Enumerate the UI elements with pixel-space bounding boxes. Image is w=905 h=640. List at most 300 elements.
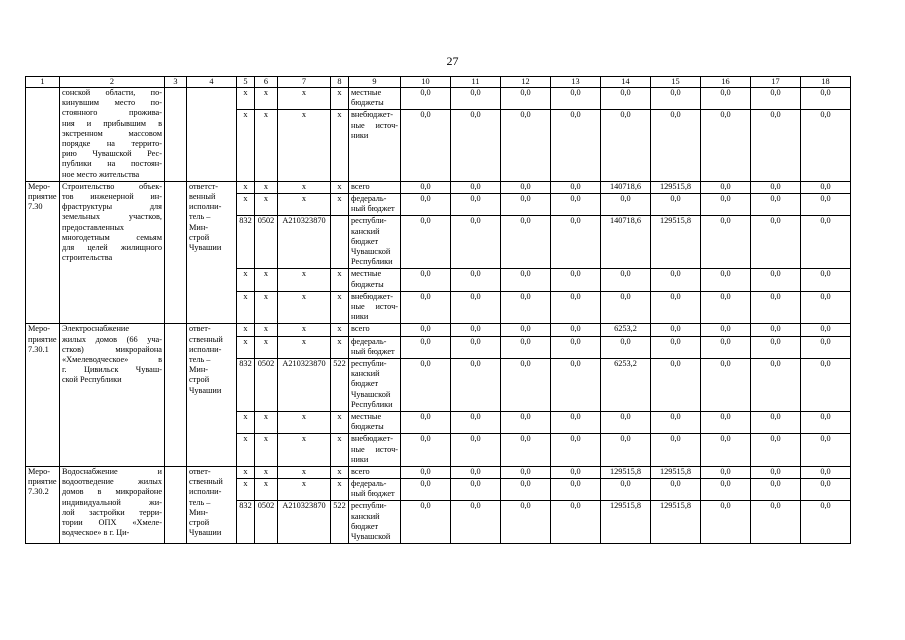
value-cell: 140718,6 [601, 216, 651, 269]
value-cell: 0,0 [751, 110, 801, 181]
code-cell: x [278, 411, 331, 433]
value-cell: 0,0 [401, 434, 451, 467]
value-cell: 0,0 [501, 269, 551, 291]
cell-line: Меро- [28, 181, 51, 191]
cell-line: ния и прибывшим в [62, 118, 162, 128]
cell-line: Электроснабжение [62, 324, 130, 334]
code-cell: x [237, 324, 255, 336]
value-cell: 0,0 [451, 88, 501, 110]
value-cell: 0,0 [701, 193, 751, 215]
funding-source-cell [349, 358, 401, 411]
cell-line: ники [351, 312, 369, 322]
cell-line: лой застройки терри- [62, 507, 162, 517]
value-cell: 0,0 [601, 434, 651, 467]
header-cell: 3 [165, 77, 187, 88]
cell-line: ственный [189, 477, 223, 487]
value-cell: 0,0 [501, 501, 551, 544]
value-cell: 0,0 [701, 88, 751, 110]
cell-line: тель – [189, 497, 211, 507]
cell-line: бюджеты [351, 422, 384, 432]
funding-source-cell [349, 479, 401, 501]
cell-line: Чувашской [351, 532, 391, 542]
cell-line: г. Цивильск Чуваш- [62, 365, 162, 375]
value-cell: 129515,8 [601, 466, 651, 478]
code-cell: x [278, 479, 331, 501]
value-cell: 0,0 [601, 193, 651, 215]
cell-line: Чувашской [351, 389, 391, 399]
cell-line: ные источ- [351, 444, 398, 454]
code-cell: x [278, 181, 331, 193]
code-cell: x [331, 411, 349, 433]
value-cell: 0,0 [451, 324, 501, 336]
funding-source-cell [349, 466, 401, 478]
cell-line: местные [351, 269, 382, 279]
value-cell: 0,0 [651, 88, 701, 110]
value-cell: 0,0 [751, 181, 801, 193]
cell-line: кинувшим место по- [62, 98, 162, 108]
code-cell: x [255, 110, 278, 181]
cell-line: бюджет [351, 236, 379, 246]
cell-line: предоставленных [62, 222, 125, 232]
cell-line: приятие [28, 191, 57, 201]
cell-line: индивидуальной жи- [62, 497, 162, 507]
cell-line: строй [189, 375, 210, 385]
value-cell: 0,0 [651, 110, 701, 181]
header-cell: 18 [801, 77, 851, 88]
funding-source-cell [349, 324, 401, 336]
cell-line: исполни- [189, 487, 222, 497]
measure-name-cell [60, 324, 165, 467]
cell-line: исполни- [189, 344, 222, 354]
measure-id-cell [26, 466, 60, 543]
value-cell: 0,0 [651, 336, 701, 358]
value-cell: 0,0 [451, 193, 501, 215]
value-cell: 6253,2 [601, 324, 651, 336]
value-cell: 0,0 [401, 324, 451, 336]
funding-source-cell [349, 110, 401, 181]
code-cell: x [255, 269, 278, 291]
value-cell: 0,0 [501, 216, 551, 269]
responsible-cell [187, 88, 237, 182]
value-cell: 0,0 [501, 193, 551, 215]
cell-line: ный бюджет [351, 346, 395, 356]
code-cell: x [255, 411, 278, 433]
cell-line: ственный [189, 334, 223, 344]
cell-line: многодетным семьям [62, 232, 162, 242]
header-cell: 11 [451, 77, 501, 88]
cell-line: ный бюджет [351, 204, 395, 214]
funding-source-cell [349, 434, 401, 467]
responsible-cell [187, 181, 237, 324]
value-cell: 0,0 [701, 291, 751, 324]
value-cell: 0,0 [801, 466, 851, 478]
value-cell: 140718,6 [601, 181, 651, 193]
cell-line: канский [351, 369, 380, 379]
code-cell: x [255, 324, 278, 336]
code-cell: x [331, 269, 349, 291]
value-cell: 129515,8 [601, 501, 651, 544]
cell-line: для целей жилищного [62, 243, 162, 252]
code-cell: x [278, 291, 331, 324]
value-cell: 0,0 [401, 466, 451, 478]
cell-line: порядке на террито- [62, 139, 162, 149]
value-cell: 0,0 [551, 291, 601, 324]
cell-line: всего [351, 466, 370, 476]
value-cell: 0,0 [451, 269, 501, 291]
value-cell: 0,0 [401, 411, 451, 433]
value-cell: 0,0 [551, 411, 601, 433]
value-cell: 0,0 [801, 110, 851, 181]
cell-line: ники [351, 130, 369, 140]
code-cell: 832 [237, 501, 255, 544]
value-cell: 0,0 [451, 336, 501, 358]
cell-line: федераль- [351, 479, 387, 489]
cell-line: сонской области, по- [62, 88, 162, 97]
value-cell: 0,0 [551, 501, 601, 544]
value-cell: 0,0 [751, 336, 801, 358]
header-cell: 16 [701, 77, 751, 88]
value-cell: 0,0 [651, 269, 701, 291]
code-cell: x [255, 336, 278, 358]
value-cell: 0,0 [451, 479, 501, 501]
header-cell: 1 [26, 77, 60, 88]
header-row [26, 77, 851, 88]
cell-line: 7.30.1 [28, 344, 49, 354]
cell-line: тель – [189, 212, 211, 222]
cell-line: республи- [351, 501, 387, 511]
code-cell: x [331, 479, 349, 501]
header-cell: 17 [751, 77, 801, 88]
cell-line: ответ- [189, 466, 211, 476]
cell-line: Мин- [189, 507, 209, 517]
code-cell: x [278, 269, 331, 291]
value-cell: 0,0 [701, 358, 751, 411]
value-cell: 0,0 [551, 358, 601, 411]
funding-source-cell [349, 88, 401, 110]
value-cell: 0,0 [651, 193, 701, 215]
code-cell: 0502 [255, 358, 278, 411]
cell-line: тории ОПХ «Хмеле- [62, 517, 162, 527]
cell-line: ники [351, 454, 369, 464]
value-cell: 0,0 [551, 110, 601, 181]
code-cell: x [331, 324, 349, 336]
value-cell: 0,0 [801, 501, 851, 544]
value-cell: 0,0 [551, 181, 601, 193]
cell-line: приятие [28, 477, 57, 487]
code-cell: A210323870 [278, 358, 331, 411]
code-cell: x [331, 193, 349, 215]
value-cell: 0,0 [701, 216, 751, 269]
value-cell: 0,0 [501, 88, 551, 110]
cell-line: фраструктуры для [62, 202, 162, 212]
value-cell: 0,0 [651, 411, 701, 433]
cell-line: республи- [351, 216, 387, 226]
cell-line: внебюджет- [351, 291, 393, 301]
cell-line: внебюджет- [351, 434, 393, 444]
header-cell: 8 [331, 77, 349, 88]
cell-line: Республики [351, 257, 393, 267]
value-cell: 0,0 [451, 291, 501, 324]
cell-line: ное место жительства [62, 169, 140, 179]
value-cell: 0,0 [751, 411, 801, 433]
value-cell: 0,0 [601, 479, 651, 501]
code-cell: x [278, 434, 331, 467]
value-cell: 0,0 [501, 181, 551, 193]
value-cell: 0,0 [601, 336, 651, 358]
value-cell: 0,0 [451, 110, 501, 181]
cell-line: земельных участков, [62, 212, 162, 222]
code-cell: x [331, 291, 349, 324]
value-cell: 0,0 [751, 269, 801, 291]
value-cell: 0,0 [451, 181, 501, 193]
value-cell: 0,0 [751, 466, 801, 478]
code-cell: x [331, 88, 349, 110]
measure-id-cell [26, 88, 60, 182]
funding-source-cell [349, 291, 401, 324]
code-cell: x [237, 479, 255, 501]
header-cell: 15 [651, 77, 701, 88]
header-cell: 10 [401, 77, 451, 88]
value-cell: 0,0 [751, 479, 801, 501]
code-cell: x [278, 88, 331, 110]
value-cell: 0,0 [751, 291, 801, 324]
value-cell: 129515,8 [651, 216, 701, 269]
value-cell: 0,0 [401, 358, 451, 411]
funding-source-cell [349, 411, 401, 433]
value-cell: 0,0 [401, 291, 451, 324]
cell-line: ный бюджет [351, 489, 395, 499]
value-cell: 0,0 [701, 411, 751, 433]
value-cell: 0,0 [501, 336, 551, 358]
value-cell: 0,0 [401, 181, 451, 193]
value-cell: 0,0 [501, 479, 551, 501]
cell-line: водческое» в г. Ци- [62, 528, 130, 538]
cell-line: стков) микрорайона [62, 344, 162, 354]
cell-line: Меро- [28, 466, 51, 476]
cell-line: строй [189, 232, 210, 242]
code-cell: x [255, 291, 278, 324]
code-cell: x [237, 336, 255, 358]
code-cell: 0502 [255, 501, 278, 544]
value-cell: 0,0 [801, 434, 851, 467]
value-cell: 0,0 [801, 479, 851, 501]
code-cell: x [255, 193, 278, 215]
cell-line: внебюджет- [351, 110, 393, 120]
table-row [26, 466, 851, 478]
cell-line: ответ- [189, 324, 211, 334]
header-cell: 4 [187, 77, 237, 88]
code-cell [331, 216, 349, 269]
code-cell: x [237, 193, 255, 215]
cell-line: рию Чувашской Рес- [62, 149, 162, 159]
cell-line: экстренном массовом [62, 128, 162, 138]
cell-line: бюджет [351, 379, 379, 389]
cell-line: канский [351, 511, 380, 521]
value-cell: 0,0 [401, 193, 451, 215]
code-cell: x [278, 324, 331, 336]
code-cell: x [331, 110, 349, 181]
value-cell: 0,0 [401, 479, 451, 501]
value-cell: 0,0 [451, 216, 501, 269]
value-cell: 0,0 [451, 434, 501, 467]
cell-line: ные источ- [351, 120, 398, 130]
value-cell: 0,0 [501, 110, 551, 181]
value-cell: 0,0 [801, 269, 851, 291]
value-cell: 0,0 [651, 324, 701, 336]
cell-line: приятие [28, 334, 57, 344]
responsible-cell [187, 466, 237, 543]
value-cell: 0,0 [551, 324, 601, 336]
value-cell: 0,0 [751, 358, 801, 411]
value-cell: 0,0 [501, 411, 551, 433]
measure-name-cell [60, 466, 165, 543]
header-cell: 9 [349, 77, 401, 88]
value-cell: 0,0 [401, 269, 451, 291]
budget-table [25, 76, 851, 544]
cell-line: Чувашии [189, 385, 222, 395]
value-cell: 0,0 [551, 193, 601, 215]
code-cell: x [237, 181, 255, 193]
cell-line: Чувашской [351, 246, 391, 256]
cell-line: домов в микрорайоне [62, 487, 162, 497]
code-cell: x [237, 88, 255, 110]
header-cell: 2 [60, 77, 165, 88]
value-cell: 0,0 [551, 269, 601, 291]
value-cell: 129515,8 [651, 501, 701, 544]
cell-line: федераль- [351, 336, 387, 346]
cell-line: 7.30 [28, 202, 43, 212]
code-cell: 522 [331, 501, 349, 544]
header-cell: 12 [501, 77, 551, 88]
table-row [26, 181, 851, 193]
header-cell: 7 [278, 77, 331, 88]
funding-source-cell [349, 336, 401, 358]
code-cell: x [331, 434, 349, 467]
value-cell: 0,0 [551, 466, 601, 478]
code-cell: x [237, 269, 255, 291]
value-cell: 0,0 [551, 336, 601, 358]
cell-line: стоянного прожива- [62, 108, 162, 118]
funding-source-cell [349, 501, 401, 544]
funding-source-cell [349, 181, 401, 193]
measure-name-cell [60, 181, 165, 324]
value-cell: 0,0 [801, 358, 851, 411]
cell-line: строительства [62, 253, 113, 263]
value-cell: 0,0 [651, 291, 701, 324]
cell-line: республи- [351, 358, 387, 368]
funding-source-cell [349, 193, 401, 215]
value-cell: 0,0 [701, 479, 751, 501]
measure-id-cell [26, 181, 60, 324]
code-cell: x [237, 434, 255, 467]
value-cell: 0,0 [601, 269, 651, 291]
code-cell: A210323870 [278, 216, 331, 269]
value-cell: 0,0 [551, 479, 601, 501]
funding-source-cell [349, 216, 401, 269]
value-cell: 0,0 [801, 324, 851, 336]
cell-line: тель – [189, 354, 211, 364]
code-cell: 832 [237, 216, 255, 269]
value-cell: 0,0 [751, 88, 801, 110]
value-cell: 0,0 [801, 291, 851, 324]
cell-line: Меро- [28, 324, 51, 334]
value-cell: 0,0 [551, 216, 601, 269]
value-cell: 0,0 [651, 358, 701, 411]
cell-line: водоотведение жилых [62, 477, 162, 487]
value-cell: 0,0 [451, 358, 501, 411]
code-cell: x [237, 291, 255, 324]
value-cell: 0,0 [451, 501, 501, 544]
code-cell: x [237, 110, 255, 181]
header-cell: 6 [255, 77, 278, 88]
value-cell: 0,0 [501, 291, 551, 324]
value-cell: 0,0 [701, 110, 751, 181]
cell-line: венный [189, 191, 216, 201]
value-cell: 0,0 [701, 466, 751, 478]
value-cell: 0,0 [601, 411, 651, 433]
empty-cell [165, 88, 187, 182]
measure-id-cell [26, 324, 60, 467]
cell-line: строй [189, 517, 210, 527]
table-body [26, 77, 851, 544]
value-cell: 0,0 [601, 110, 651, 181]
value-cell: 0,0 [501, 358, 551, 411]
cell-line: ской Республики [62, 375, 122, 385]
code-cell: x [255, 434, 278, 467]
code-cell: x [278, 110, 331, 181]
value-cell: 0,0 [801, 216, 851, 269]
cell-line: всего [351, 324, 370, 334]
cell-line: тов инженерной ин- [62, 191, 162, 201]
value-cell: 0,0 [751, 434, 801, 467]
table-row [26, 324, 851, 336]
code-cell: A210323870 [278, 501, 331, 544]
value-cell: 0,0 [651, 434, 701, 467]
table-row [26, 88, 851, 110]
value-cell: 0,0 [701, 269, 751, 291]
header-cell: 5 [237, 77, 255, 88]
measure-name-cell [60, 88, 165, 182]
responsible-cell [187, 324, 237, 467]
value-cell: 0,0 [601, 88, 651, 110]
header-cell: 14 [601, 77, 651, 88]
cell-line: бюджеты [351, 279, 384, 289]
cell-line: Строительство объек- [62, 181, 162, 191]
value-cell: 0,0 [701, 501, 751, 544]
empty-cell [165, 324, 187, 467]
cell-line: Чувашии [189, 243, 222, 252]
code-cell: 522 [331, 358, 349, 411]
value-cell: 0,0 [651, 479, 701, 501]
value-cell: 0,0 [551, 88, 601, 110]
value-cell: 0,0 [451, 411, 501, 433]
value-cell: 0,0 [401, 216, 451, 269]
value-cell: 0,0 [401, 336, 451, 358]
value-cell: 0,0 [401, 88, 451, 110]
header-cell: 13 [551, 77, 601, 88]
funding-source-cell [349, 269, 401, 291]
code-cell: x [331, 466, 349, 478]
code-cell: x [278, 336, 331, 358]
cell-line: публики на постоян- [62, 159, 162, 169]
code-cell: x [237, 466, 255, 478]
empty-cell [165, 181, 187, 324]
cell-line: федераль- [351, 193, 387, 203]
code-cell: 832 [237, 358, 255, 411]
page-number: 27 [446, 54, 459, 68]
value-cell: 0,0 [801, 181, 851, 193]
value-cell: 0,0 [601, 291, 651, 324]
